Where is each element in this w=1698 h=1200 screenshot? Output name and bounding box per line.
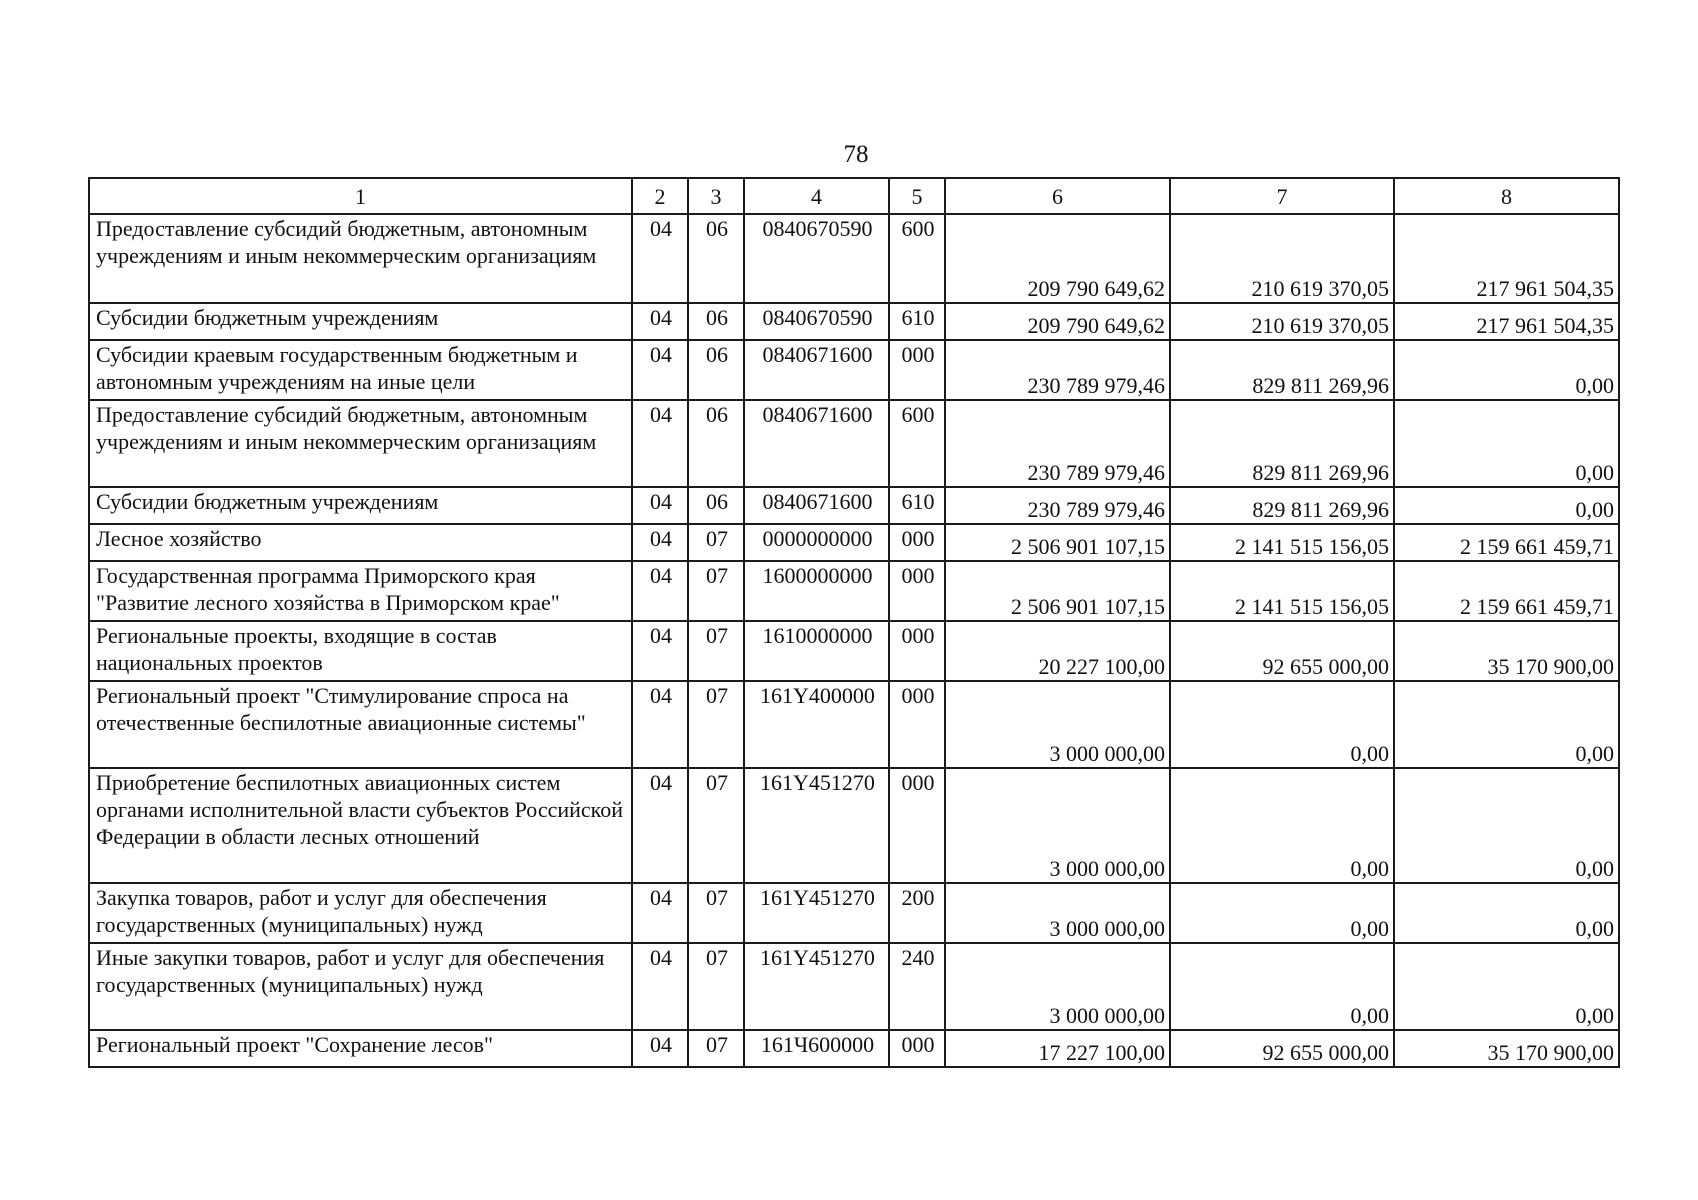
- item-name: Закупка товаров, работ и услуг для обеспечения государственных (муниципальных) нужд: [89, 883, 632, 943]
- item-name: Предоставление субсидий бюджетным, автономным учреждениям и иным некоммерческим организациям: [89, 400, 632, 487]
- item-name: Региональные проекты, входящие в состав национальных проектов: [89, 621, 632, 681]
- target-article-code: 161Ч600000: [744, 1030, 889, 1067]
- item-name: Субсидии бюджетным учреждениям: [89, 487, 632, 524]
- table-row: [89, 943, 1619, 1030]
- header-cell-6: 6: [945, 178, 1170, 214]
- section-code: 04: [632, 400, 688, 487]
- amount-col-8: 0,00: [1394, 883, 1619, 943]
- table-row: [89, 487, 1619, 524]
- amount-col-6: 2 506 901 107,15: [945, 524, 1170, 561]
- amount-col-8: 0,00: [1394, 943, 1619, 1030]
- header-cell-3: 3: [688, 178, 744, 214]
- header-cell-8: 8: [1394, 178, 1619, 214]
- section-code: 04: [632, 681, 688, 768]
- amount-col-7: 2 141 515 156,05: [1170, 524, 1394, 561]
- item-name: Приобретение беспилотных авиационных систем органами исполнительной власти субъектов Российской Федерации в области лесных отношений: [89, 768, 632, 883]
- subsection-code: 06: [688, 214, 744, 303]
- amount-col-7: 0,00: [1170, 883, 1394, 943]
- subsection-code: 07: [688, 768, 744, 883]
- header-cell-4: 4: [744, 178, 889, 214]
- header-cell-5: 5: [889, 178, 945, 214]
- target-article-code: 161Y451270: [744, 943, 889, 1030]
- subsection-code: 07: [688, 1030, 744, 1067]
- target-article-code: 0000000000: [744, 524, 889, 561]
- table-row: [89, 400, 1619, 487]
- amount-col-6: 3 000 000,00: [945, 768, 1170, 883]
- expense-type-code: 000: [889, 524, 945, 561]
- subsection-code: 07: [688, 883, 744, 943]
- table-row: [89, 524, 1619, 561]
- expense-type-code: 240: [889, 943, 945, 1030]
- amount-col-8: 217 961 504,35: [1394, 303, 1619, 340]
- expense-type-code: 610: [889, 487, 945, 524]
- item-name: Лесное хозяйство: [89, 524, 632, 561]
- section-code: 04: [632, 524, 688, 561]
- target-article-code: 0840671600: [744, 340, 889, 400]
- header-cell-2: 2: [632, 178, 688, 214]
- amount-col-7: 210 619 370,05: [1170, 303, 1394, 340]
- amount-col-7: 0,00: [1170, 681, 1394, 768]
- table-row: [89, 214, 1619, 303]
- page-number: 78: [843, 141, 869, 168]
- amount-col-6: 20 227 100,00: [945, 621, 1170, 681]
- amount-col-7: 2 141 515 156,05: [1170, 561, 1394, 621]
- item-name: Региональный проект "Стимулирование спроса на отечественные беспилотные авиационные системы": [89, 681, 632, 768]
- amount-col-8: 217 961 504,35: [1394, 214, 1619, 303]
- expense-type-code: 200: [889, 883, 945, 943]
- target-article-code: 1600000000: [744, 561, 889, 621]
- subsection-code: 07: [688, 943, 744, 1030]
- expense-type-code: 000: [889, 561, 945, 621]
- amount-col-8: 35 170 900,00: [1394, 621, 1619, 681]
- table-row: [89, 1030, 1619, 1067]
- target-article-code: 161Y451270: [744, 768, 889, 883]
- amount-col-8: 35 170 900,00: [1394, 1030, 1619, 1067]
- section-code: 04: [632, 768, 688, 883]
- expense-type-code: 000: [889, 621, 945, 681]
- item-name: Иные закупки товаров, работ и услуг для обеспечения государственных (муниципальных) нужд: [89, 943, 632, 1030]
- amount-col-8: 0,00: [1394, 768, 1619, 883]
- expense-type-code: 000: [889, 681, 945, 768]
- amount-col-8: 0,00: [1394, 487, 1619, 524]
- subsection-code: 07: [688, 524, 744, 561]
- target-article-code: 0840671600: [744, 487, 889, 524]
- amount-col-8: 2 159 661 459,71: [1394, 561, 1619, 621]
- amount-col-8: 2 159 661 459,71: [1394, 524, 1619, 561]
- amount-col-6: 209 790 649,62: [945, 214, 1170, 303]
- expense-type-code: 000: [889, 340, 945, 400]
- item-name: Предоставление субсидий бюджетным, автономным учреждениям и иным некоммерческим организациям: [89, 214, 632, 303]
- amount-col-7: 92 655 000,00: [1170, 621, 1394, 681]
- item-name: Субсидии краевым государственным бюджетным и автономным учреждениям на иные цели: [89, 340, 632, 400]
- amount-col-6: 3 000 000,00: [945, 681, 1170, 768]
- table-row: [89, 561, 1619, 621]
- amount-col-7: 829 811 269,96: [1170, 400, 1394, 487]
- amount-col-6: 17 227 100,00: [945, 1030, 1170, 1067]
- amount-col-7: 0,00: [1170, 768, 1394, 883]
- budget-table: [88, 177, 1620, 1068]
- section-code: 04: [632, 561, 688, 621]
- section-code: 04: [632, 943, 688, 1030]
- amount-col-8: 0,00: [1394, 681, 1619, 768]
- amount-col-7: 92 655 000,00: [1170, 1030, 1394, 1067]
- amount-col-8: 0,00: [1394, 340, 1619, 400]
- amount-col-6: 209 790 649,62: [945, 303, 1170, 340]
- table-row: [89, 681, 1619, 768]
- item-name: Государственная программа Приморского края "Развитие лесного хозяйства в Приморском крае": [89, 561, 632, 621]
- amount-col-7: 829 811 269,96: [1170, 340, 1394, 400]
- amount-col-7: 829 811 269,96: [1170, 487, 1394, 524]
- amount-col-7: 0,00: [1170, 943, 1394, 1030]
- amount-col-6: 3 000 000,00: [945, 883, 1170, 943]
- section-code: 04: [632, 214, 688, 303]
- amount-col-6: 3 000 000,00: [945, 943, 1170, 1030]
- expense-type-code: 000: [889, 1030, 945, 1067]
- table-row: [89, 621, 1619, 681]
- section-code: 04: [632, 621, 688, 681]
- target-article-code: 0840671600: [744, 400, 889, 487]
- target-article-code: 0840670590: [744, 303, 889, 340]
- subsection-code: 07: [688, 561, 744, 621]
- target-article-code: 161Y400000: [744, 681, 889, 768]
- section-code: 04: [632, 487, 688, 524]
- table-row: [89, 883, 1619, 943]
- amount-col-7: 210 619 370,05: [1170, 214, 1394, 303]
- item-name: Субсидии бюджетным учреждениям: [89, 303, 632, 340]
- section-code: 04: [632, 883, 688, 943]
- subsection-code: 06: [688, 487, 744, 524]
- target-article-code: 0840670590: [744, 214, 889, 303]
- header-cell-7: 7: [1170, 178, 1394, 214]
- subsection-code: 06: [688, 400, 744, 487]
- subsection-code: 07: [688, 681, 744, 768]
- table-row: [89, 340, 1619, 400]
- amount-col-6: 230 789 979,46: [945, 340, 1170, 400]
- expense-type-code: 600: [889, 400, 945, 487]
- section-code: 04: [632, 303, 688, 340]
- amount-col-6: 2 506 901 107,15: [945, 561, 1170, 621]
- target-article-code: 161Y451270: [744, 883, 889, 943]
- amount-col-6: 230 789 979,46: [945, 400, 1170, 487]
- table-header-row: [89, 178, 1619, 214]
- section-code: 04: [632, 1030, 688, 1067]
- subsection-code: 06: [688, 340, 744, 400]
- subsection-code: 06: [688, 303, 744, 340]
- expense-type-code: 000: [889, 768, 945, 883]
- amount-col-8: 0,00: [1394, 400, 1619, 487]
- item-name: Региональный проект "Сохранение лесов": [89, 1030, 632, 1067]
- subsection-code: 07: [688, 621, 744, 681]
- expense-type-code: 600: [889, 214, 945, 303]
- header-cell-1: 1: [89, 178, 632, 214]
- section-code: 04: [632, 340, 688, 400]
- table-row: [89, 768, 1619, 883]
- amount-col-6: 230 789 979,46: [945, 487, 1170, 524]
- table-row: [89, 303, 1619, 340]
- expense-type-code: 610: [889, 303, 945, 340]
- target-article-code: 1610000000: [744, 621, 889, 681]
